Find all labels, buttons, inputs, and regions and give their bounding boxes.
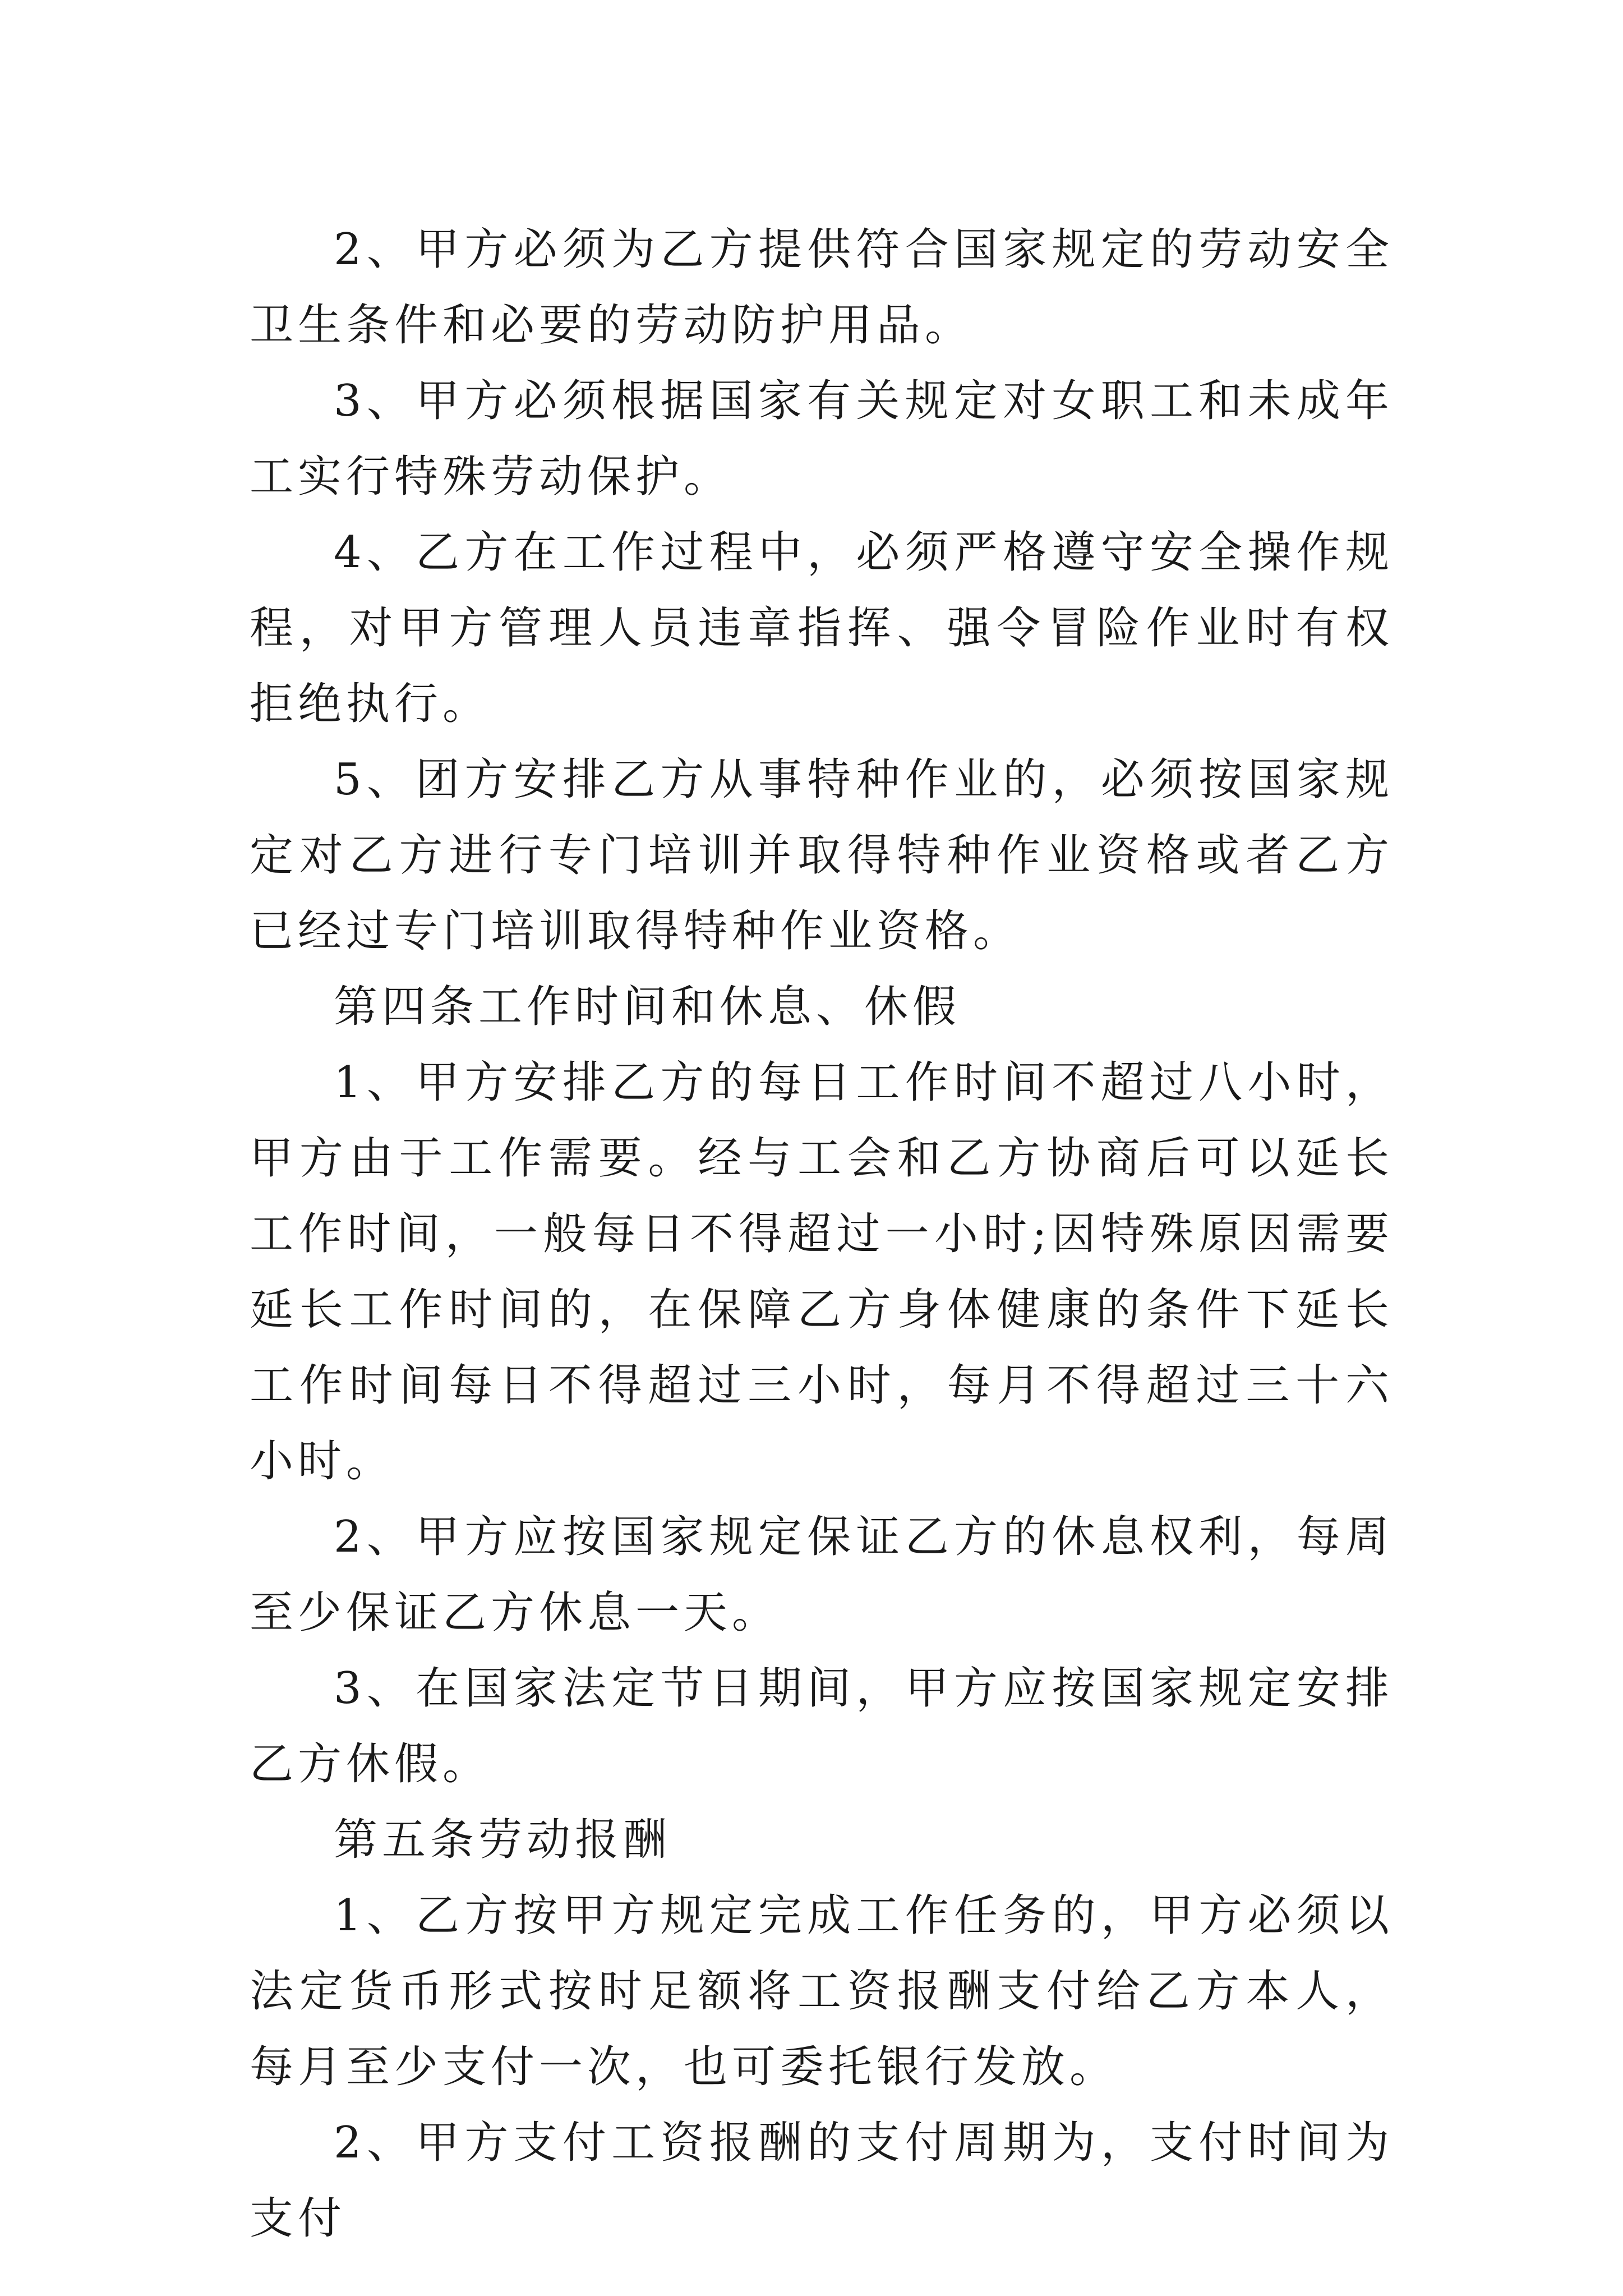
section-heading-article-5: 第五条劳动报酬 <box>334 1815 672 1865</box>
paragraph-item-3-special-protection: 3、甲方必须根据国家有关规定对女职工和未成年工实行特殊劳动保护。 <box>250 376 1394 502</box>
paragraph-item-4-safety-rules: 4、乙方在工作过程中，必须严格遵守安全操作规程，对甲方管理人员违章指挥、强令冒险作业时有权拒绝执行。 <box>250 527 1394 729</box>
paragraph-working-hours: 1、甲方安排乙方的每日工作时间不超过八小时，甲方由于工作需要。经与工会和乙方协商后可以延长工作时间，一般每日不得超过一小时;因特殊原因需要延长工作时间的，在保障乙方身体健康的条件下延长工作时间每日不得超过三小时，每月不得超过三十六小时。 <box>250 1057 1394 1487</box>
paragraph-item-2-safety-conditions: 2、甲方必须为乙方提供符合国家规定的劳动安全卫生条件和必要的劳动防护用品。 <box>250 224 1394 351</box>
paragraph-rest-rights: 2、甲方应按国家规定保证乙方的休息权利，每周至少保证乙方休息一天。 <box>250 1512 1394 1638</box>
document-body <box>250 212 1394 2257</box>
paragraph-payment-cycle: 2、甲方支付工资报酬的支付周期为，支付时间为支付 <box>250 2118 1394 2244</box>
section-heading-article-4: 第四条工作时间和休息、休假 <box>334 982 961 1032</box>
paragraph-holiday-leave: 3、在国家法定节日期间，甲方应按国家规定安排乙方休假。 <box>250 1663 1394 1789</box>
paragraph-item-5-special-operations: 5、团方安排乙方从事特种作业的，必须按国家规定对乙方进行专门培训并取得特种作业资格或者乙方已经过专门培训取得特种作业资格。 <box>250 754 1394 956</box>
paragraph-wage-payment: 1、乙方按甲方规定完成工作任务的，甲方必须以法定货币形式按时足额将工资报酬支付给乙方本人，每月至少支付一次，也可委托银行发放。 <box>250 1890 1394 2092</box>
